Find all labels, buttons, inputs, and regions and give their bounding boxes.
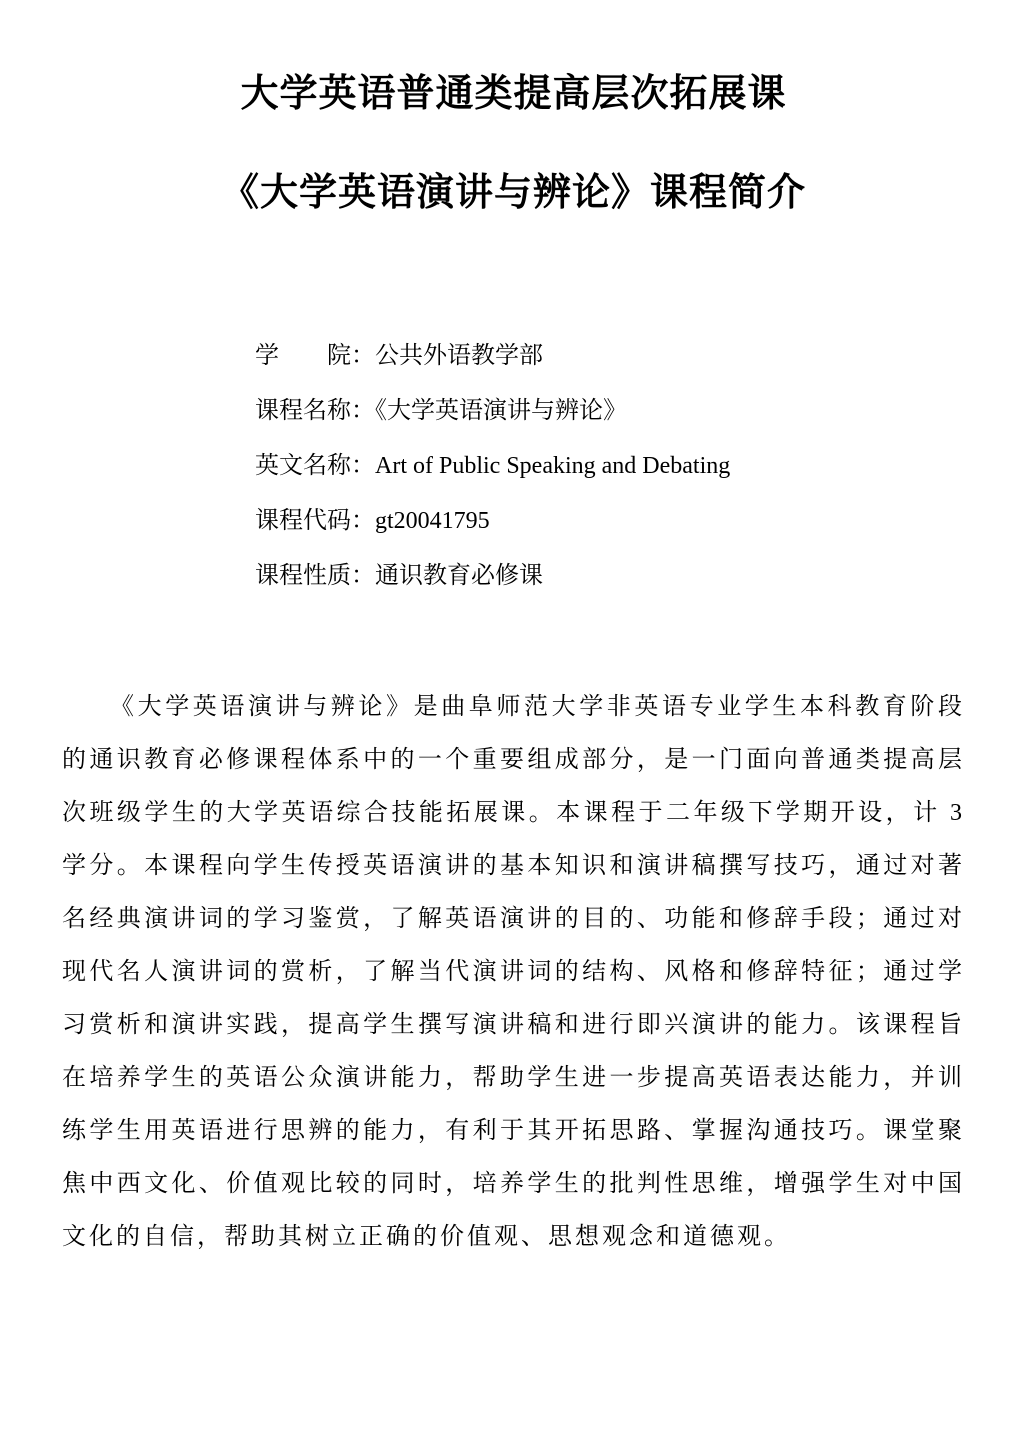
course-info-row-english-name bbox=[255, 439, 965, 494]
course-info-value-course-type: 通识教育必修课 bbox=[375, 562, 543, 589]
course-info-label-course-code: 课程代码： bbox=[255, 507, 375, 534]
course-info-value-english-name: Art of Public Speaking and Debating bbox=[375, 452, 731, 479]
course-info-label-course-name: 课程名称： bbox=[255, 397, 375, 424]
course-info-row-course-name bbox=[255, 384, 965, 439]
course-info-row-course-type bbox=[255, 549, 965, 604]
course-info-label-college: 学 院： bbox=[255, 342, 375, 369]
course-info-value-course-code: gt20041795 bbox=[375, 507, 490, 534]
course-info-list bbox=[255, 329, 965, 604]
course-info-row-college bbox=[255, 329, 965, 384]
course-description-paragraph: 《大学英语演讲与辨论》是曲阜师范大学非英语专业学生本科教育阶段的通识教育必修课程体系中的一个重要组成部分，是一门面向普通类提高层次班级学生的大学英语综合技能拓展课。本课程于二年级下学期开设，计 3 学分。本课程向学生传授英语演讲的基本知识和演讲稿撰写技巧，通过对著名经典演讲词的学习鉴赏，了解英语演讲的目的、功能和修辞手段；通过对现代名人演讲词的赏析，了解当代演讲词的结构、风格和修辞特征；通过学习赏析和演讲实践，提高学生撰写演讲稿和进行即兴演讲的能力。该课程旨在培养学生的英语公众演讲能力，帮助学生进一步提高英语表达能力，并训练学生用英语进行思辨的能力，有利于其开拓思路、掌握沟通技巧。课堂聚焦中西文化、价值观比较的同时，培养学生的批判性思维，增强学生对中国文化的自信，帮助其树立正确的价值观、思想观念和道德观。 bbox=[62, 693, 965, 1250]
course-info-label-english-name: 英文名称： bbox=[255, 452, 375, 479]
course-info-value-course-name: 《大学英语演讲与辨论》 bbox=[375, 397, 627, 424]
course-info-label-course-type: 课程性质： bbox=[255, 562, 375, 589]
document-title-line1: 大学英语普通类提高层次拓展课 bbox=[240, 73, 787, 115]
course-info-value-college: 公共外语教学部 bbox=[375, 342, 543, 369]
document-title-line2: 《大学英语演讲与辨论》课程简介 bbox=[220, 172, 806, 215]
course-info-row-course-code bbox=[255, 494, 965, 549]
